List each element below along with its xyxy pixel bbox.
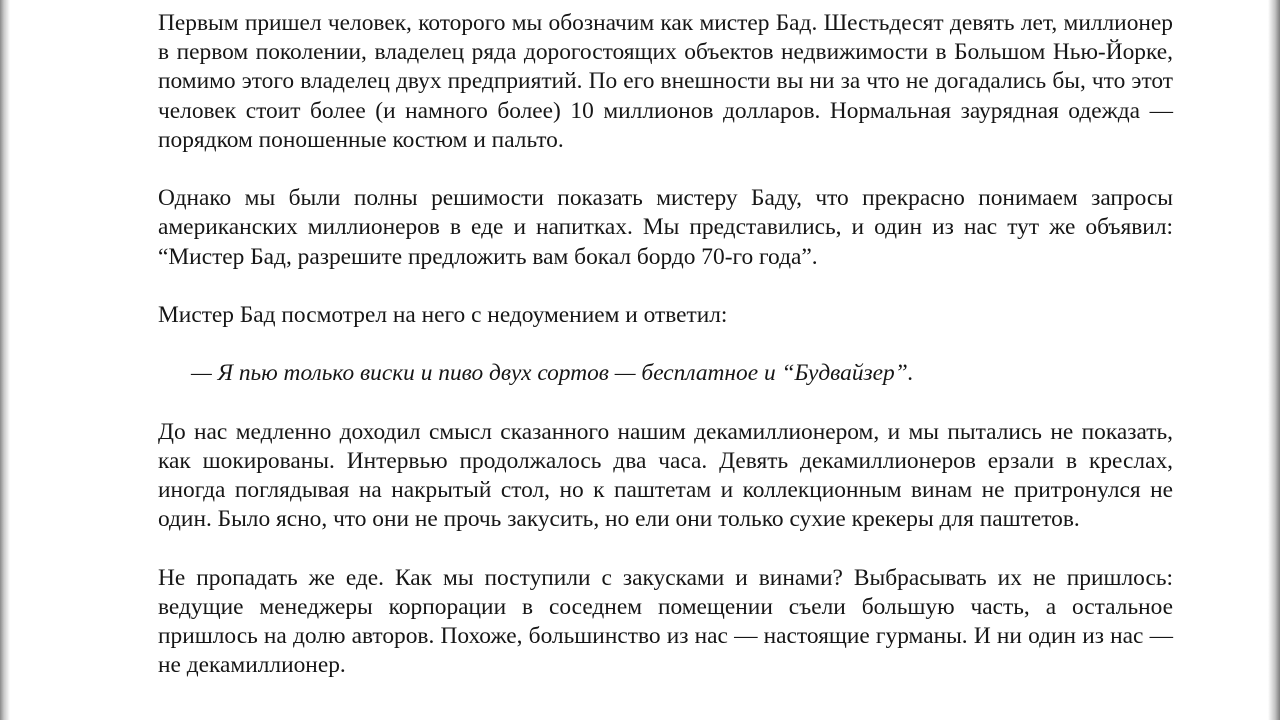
page-right-edge-shadow	[1268, 0, 1280, 720]
page-left-edge-shadow	[0, 0, 10, 720]
paragraph-interview: До нас медленно доходил смысл сказанного нашим декамиллионером, и мы пытались не показать, как шокированы. Интервью продолжалось два часа. Девять декамиллионеров ерзали в креслах, иногда поглядывая на накрытый стол, но к паштетам и коллекционным винам не притронулся не один. Было ясно, что они не прочь закусить, но ели они только сухие крекеры для паштетов.	[158, 418, 1173, 533]
paragraph-mister-bud-intro: Первым пришел человек, которого мы обозначим как мистер Бад. Шестьдесят девять лет, миллионер в первом поколении, владелец ряда дорогостоящих объектов недвижимости в Большом Нью-Йорке, помимо этого владелец двух предприятий. По его внешности вы ни за что не догадались бы, что этот человек стоит более (и намного более) 10 миллионов долларов. Нормальная заурядная одежда — порядком поношенные костюм и пальто.	[158, 10, 1173, 153]
quote-whiskey-beer: — Я пью только виски и пиво двух сортов — бесплатное и “Будвайзер”.	[191, 360, 914, 387]
paragraph-wine-offer: Однако мы были полны решимости показать мистеру Баду, что прекрасно понимаем запросы американских миллионеров в еде и напитках. Мы представились, и один из нас тут же объявил: “Мистер Бад, разрешите предложить вам бокал бордо 70-го года”.	[158, 185, 1173, 270]
paragraph-food-outcome: Не пропадать же еде. Как мы поступили с закусками и винами? Выбрасывать их не пришлось: ведущие менеджеры корпорации в соседнем помещении съели большую часть, а остальное пришлось на долю авторов. Похоже, большинство из нас — настоящие гурманы. И ни один из нас — не декамиллионер.	[158, 564, 1173, 679]
paragraph-bud-reply-intro: Мистер Бад посмотрел на него с недоумением и ответил:	[158, 302, 728, 328]
document-body	[158, 9, 1173, 681]
